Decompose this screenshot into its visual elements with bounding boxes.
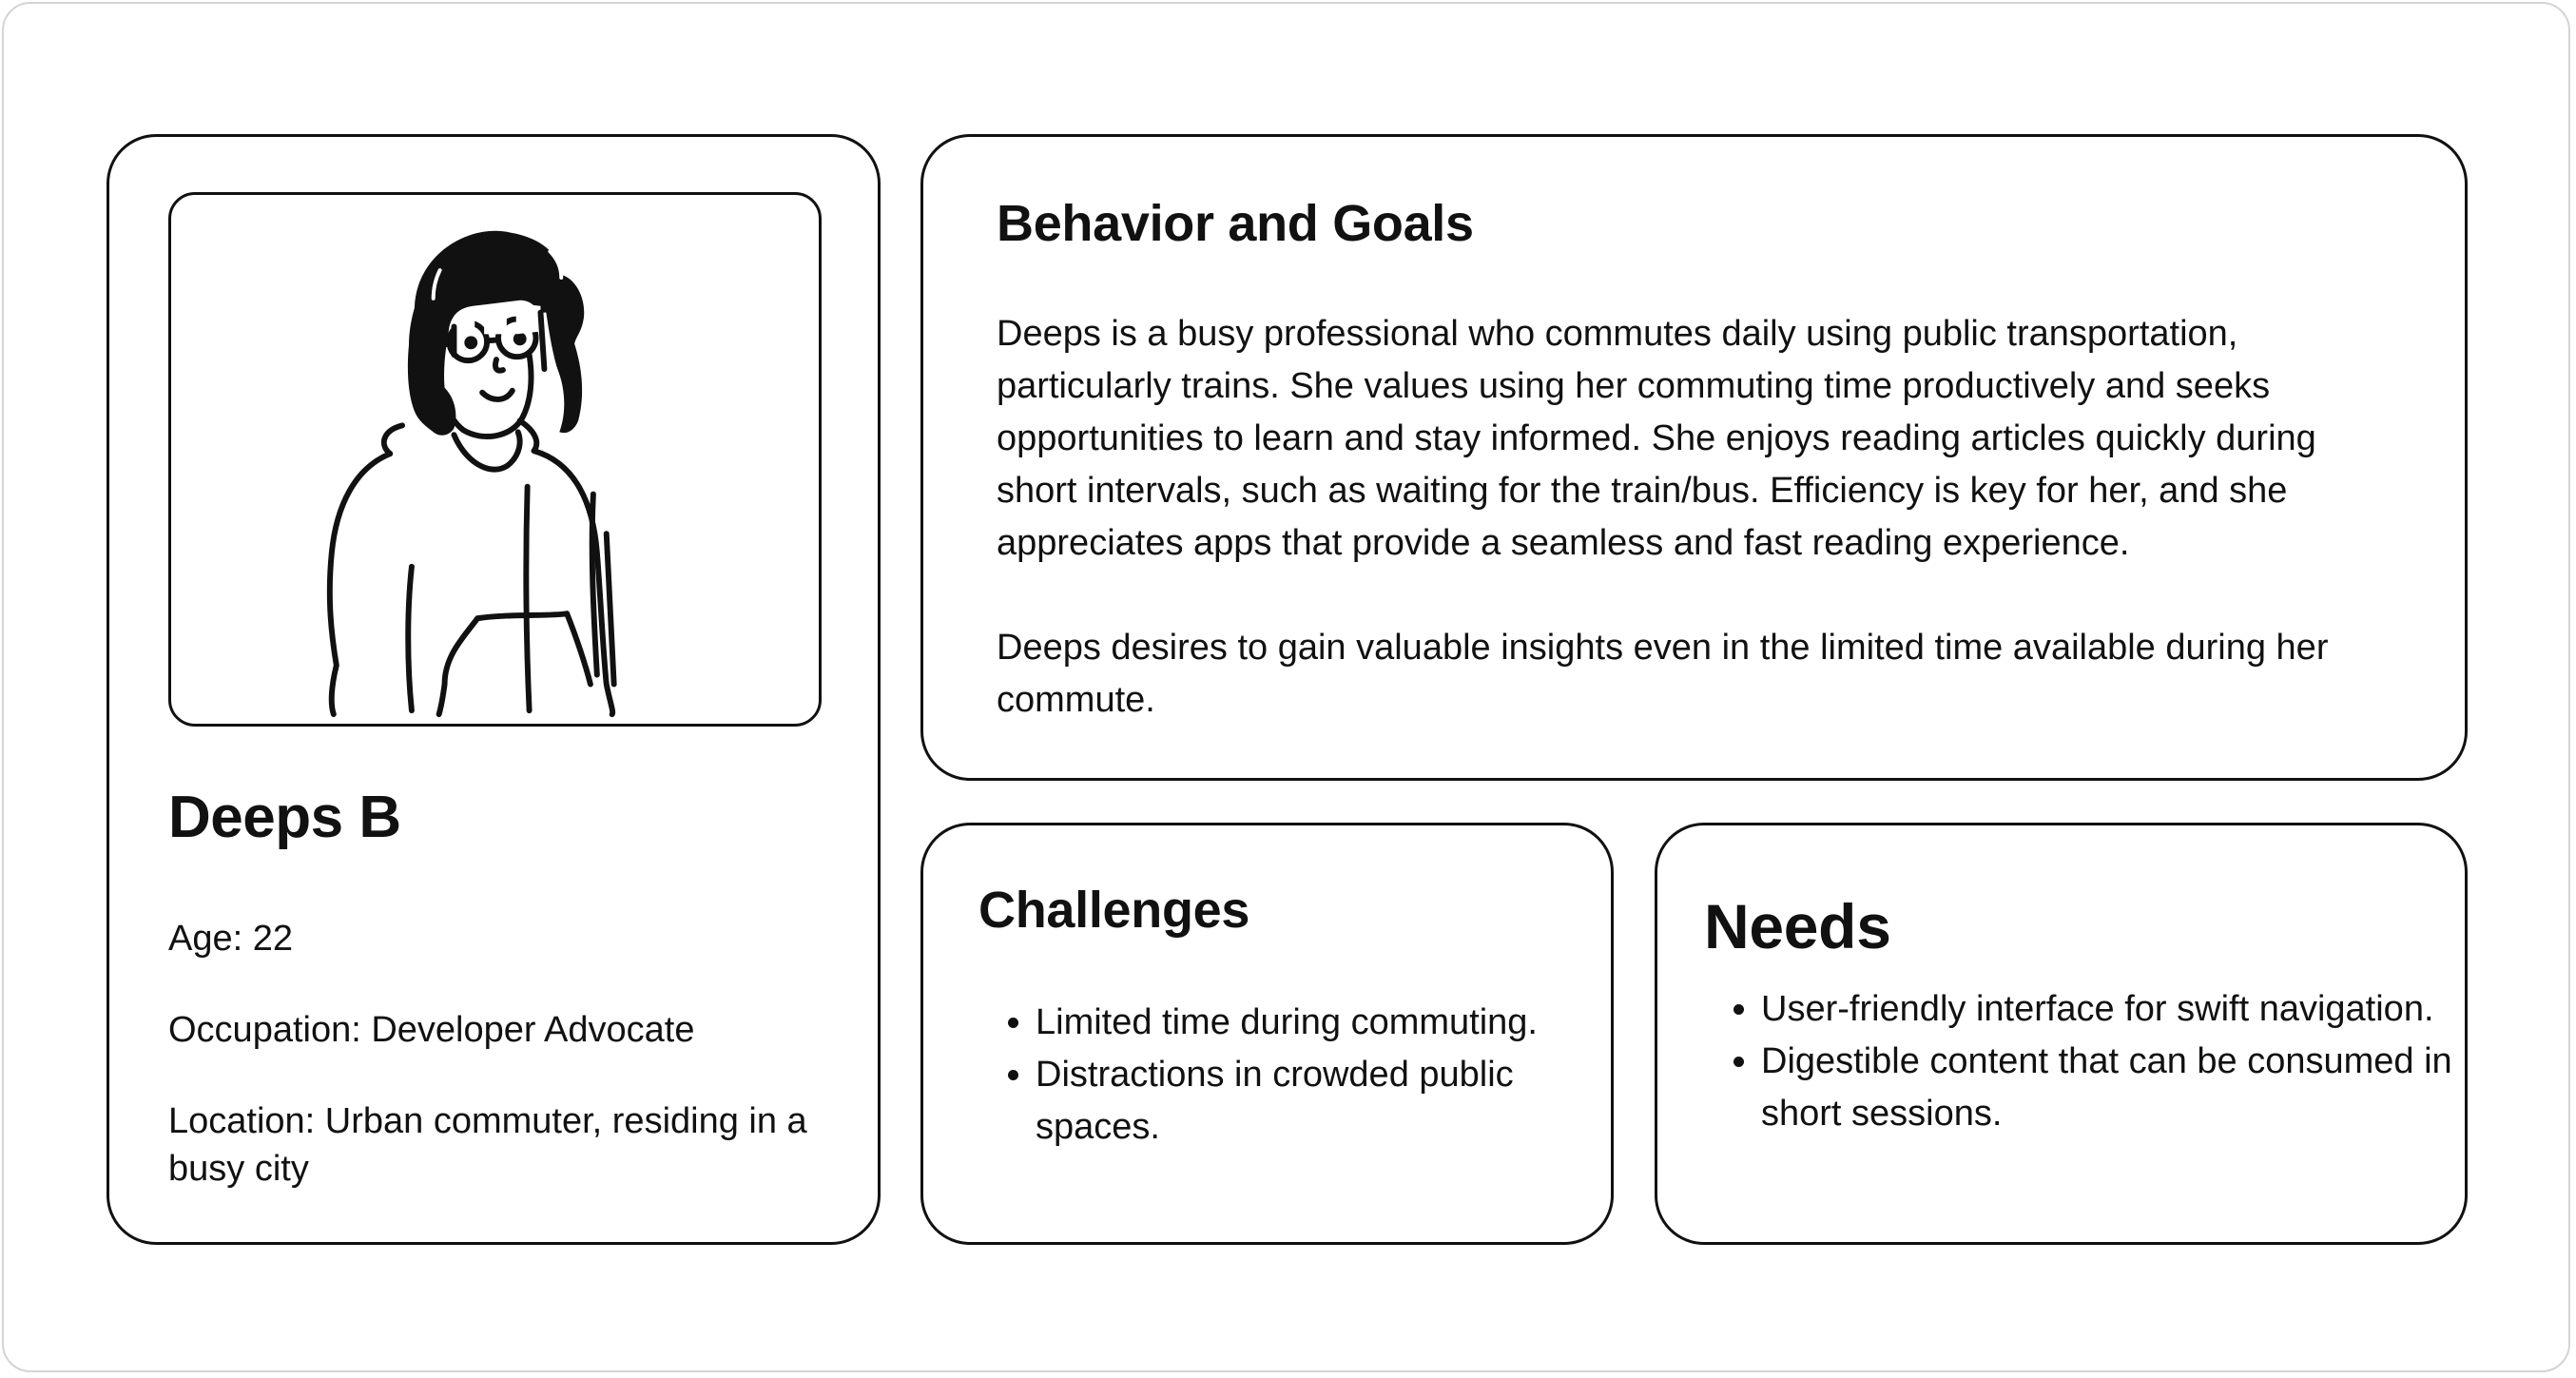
persona-age: Age: 22 (168, 919, 293, 959)
list-item: • Digestible content that can be consumed in short sessions. (1761, 1036, 2484, 1140)
challenges-title: Challenges (978, 882, 1250, 939)
behavior-paragraph-1: Deeps is a busy professional who commutes daily using public transportation, particularly trains. She values using her commuting time productively and seeks opportunities to learn and stay informed. She enjoys reading articles quickly during short intervals, such as waiting for the train/bus. Efficiency is key for her, and she appreciates apps that provide a seamless and fast reading experience. (997, 314, 2316, 563)
needs-title: Needs (1704, 891, 1891, 961)
challenges-card (920, 823, 1614, 1245)
challenges-list (978, 997, 1625, 1154)
list-item: • Limited time during commuting. (1036, 997, 1625, 1049)
avatar (168, 192, 822, 727)
behavior-goals-card (920, 134, 2468, 781)
needs-card (1655, 823, 2468, 1245)
persona-name: Deeps B (168, 785, 401, 850)
behavior-goals-title: Behavior and Goals (997, 195, 1474, 252)
list-item: • Distractions in crowded public spaces. (1036, 1049, 1625, 1154)
needs-list (1704, 983, 2484, 1140)
behavior-paragraph-2: Deeps desires to gain valuable insights even in the limited time available during her commute. (997, 628, 2329, 720)
list-item: • User-friendly interface for swift navigation. (1761, 983, 2484, 1036)
persona-occupation: Occupation: Developer Advocate (168, 1010, 695, 1050)
persona-location: Location: Urban commuter, residing in a busy city (168, 1101, 807, 1189)
person-illustration-icon (171, 195, 819, 724)
profile-card (107, 134, 881, 1245)
